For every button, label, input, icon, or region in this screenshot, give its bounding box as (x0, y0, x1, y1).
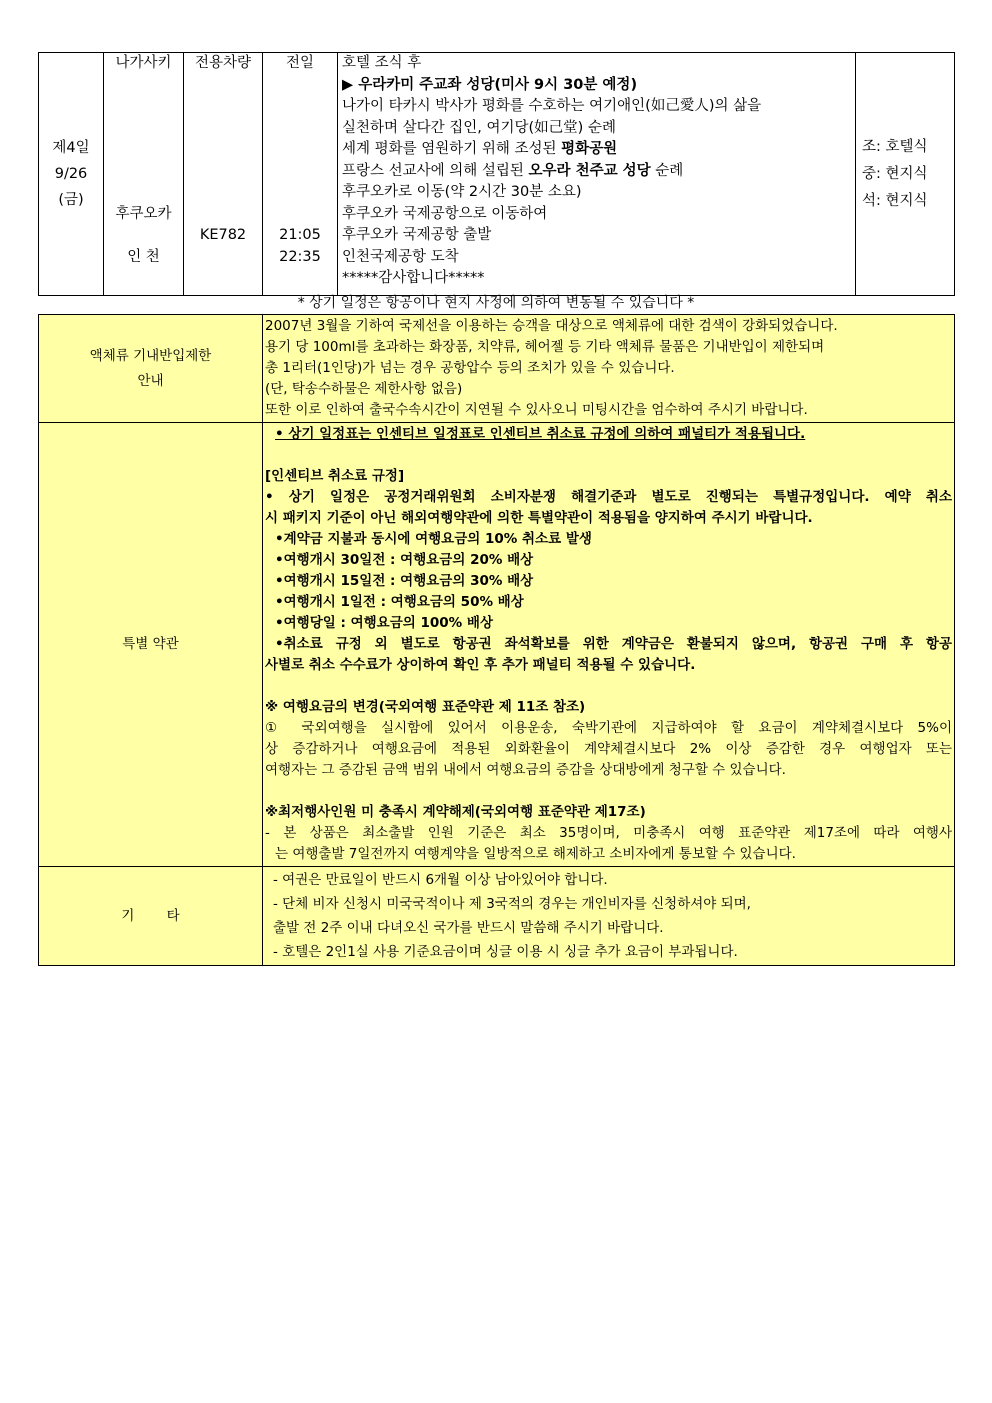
cancel-item: •여행개시 1일전 : 여행요금의 50% 배상 (275, 594, 524, 610)
time-departure: 21:05 (279, 227, 321, 243)
schedule-table (38, 52, 955, 296)
meal-dinner: 석: 현지식 (862, 192, 928, 209)
liquid-line: 용기 당 100ml를 초과하는 화장품, 치약류, 헤어젤 등 기타 액체류 물품은 기내반입이 제한되며 (265, 339, 825, 355)
misc-line: - 여권은 만료일이 반드시 6개월 이상 남아있어야 합니다. (273, 872, 608, 888)
day-weekday: (금) (58, 192, 84, 208)
cancel-item: •여행개시 30일전 : 여행요금의 20% 배상 (275, 552, 534, 568)
liquid-body (263, 315, 955, 423)
liquid-line: 2007년 3월을 기하여 국제선을 이용하는 승객을 대상으로 액체류에 대한 검색이 강화되었습니다. (265, 318, 838, 334)
itinerary-line: *****감사합니다***** (342, 270, 485, 286)
liquid-line: 총 1리터(1인당)가 넘는 경우 공항압수 등의 조치가 있을 수 있습니다. (265, 360, 675, 376)
itinerary-detail-cell (338, 53, 856, 296)
cancel-item: •계약금 지불과 동시에 여행요금의 10% 취소료 발생 (275, 531, 592, 547)
time-cell (263, 53, 338, 296)
special-terms-body (263, 423, 955, 867)
liquid-line: 또한 이로 인하여 출국수속시간이 지연될 수 있사오니 미팅시간을 엄수하여 주시기 바랍니다. (265, 402, 808, 418)
itinerary-line: 세계 평화를 염원하기 위해 조성된 평화공원 (342, 141, 618, 157)
transport-flight: KE782 (199, 227, 247, 243)
cancel-item: •여행개시 15일전 : 여행요금의 30% 배상 (275, 573, 534, 589)
itinerary-line: 호텔 조식 후 (342, 55, 422, 71)
place-cell (104, 53, 184, 296)
itinerary-line: 실천하며 살다간 집인, 여기당(如己堂) 순례 (342, 119, 616, 136)
day-cell (39, 53, 104, 296)
itinerary-line: 후쿠오카 국제공항 출발 (342, 227, 492, 243)
min-participants-text: 는 여행출발 7일전까지 여행계약을 일방적으로 해제하고 소비자에게 통보할 수 있습니다. (275, 846, 796, 862)
time-allday: 전일 (285, 55, 314, 71)
fare-change-title: ※ 여행요금의 변경(국외여행 표준약관 제 11조 참조) (265, 699, 586, 715)
itinerary-line: 나가이 타카시 박사가 평화를 수호하는 여기애인(如己愛人)의 삶을 (342, 98, 762, 114)
cancel-extra: 사별로 취소 수수료가 상이하여 확인 후 추가 패널티 적용될 수 있습니다. (265, 657, 696, 673)
min-participants-text: - 본 상품은 최소출발 인원 기준은 최소 35명이며, 미충족시 여행 표준약관 제17조에 따라 여행사 (265, 825, 952, 841)
cancel-intro: • 상기 일정은 공정거래위원회 소비자분쟁 해결기준과 별도로 진행되는 특별규정입니다. 예약 취소 (265, 489, 952, 505)
cancel-title: [인센티브 취소료 규정] (265, 468, 405, 484)
cancel-intro: 시 패키지 기준이 아닌 해외여행약관에 의한 특별약관이 적용됨을 양지하여 주시기 바랍니다. (265, 510, 813, 526)
place-incheon: 인 천 (127, 248, 160, 265)
special-terms-row (39, 423, 955, 867)
fare-change-text: ① 국외여행을 실시함에 있어서 이용운송, 숙박기관에 지급하여야 할 요금이 계약체결시보다 5%이 (265, 720, 952, 736)
liquid-row (39, 315, 955, 423)
liquid-line: (단, 탁송수하물은 제한사항 없음) (265, 381, 463, 397)
day-date: 9/26 (54, 166, 88, 182)
itinerary-line: 후쿠오카 국제공항으로 이동하여 (342, 205, 548, 222)
place-fukuoka: 후쿠오카 (115, 205, 172, 222)
place-nagasaki: 나가사키 (115, 55, 172, 71)
meal-lunch: 중: 현지식 (862, 165, 928, 182)
terms-table (38, 314, 955, 966)
misc-line: 출발 전 2주 이내 다녀오신 국가를 반드시 말씀해 주시기 바랍니다. (273, 920, 664, 936)
incentive-headline: • 상기 일정표는 인센티브 일정표로 인센티브 취소료 규정에 의하여 패널티가 적용됩니다. (275, 426, 806, 442)
cancel-extra: •취소료 규정 외 별도로 항공권 좌석확보를 위한 계약금은 환불되지 않으며, 항공권 구매 후 항공 (275, 636, 952, 652)
transport-bus: 전용차량 (194, 55, 252, 71)
itinerary-line: 인천국제공항 도착 (342, 248, 459, 265)
schedule-change-notice: * 상기 일정은 항공이나 현지 사정에 의하여 변동될 수 있습니다 * (297, 295, 695, 311)
special-terms-label: 특별 약관 (39, 423, 263, 867)
time-arrival: 22:35 (279, 248, 321, 265)
misc-label: 기 타 (39, 867, 263, 966)
misc-line: - 단체 비자 신청시 미국국적이나 제 3국적의 경우는 개인비자를 신청하셔야 되며, (273, 896, 751, 912)
transport-cell (184, 53, 263, 296)
meals-cell (856, 53, 955, 296)
liquid-label: 액체류 기내반입제한 안내 (39, 315, 263, 423)
fare-change-text: 여행자는 그 증감된 금액 범위 내에서 여행요금의 증감을 상대방에게 청구할 수 있습니다. (265, 762, 786, 778)
misc-row (39, 867, 955, 966)
itinerary-line: ▶ 우라카미 주교좌 성당(미사 9시 30분 예정) (342, 76, 638, 93)
cancel-item: •여행당일 : 여행요금의 100% 배상 (275, 615, 493, 631)
fare-change-text: 상 증감하거나 여행요금에 적용된 외화환율이 계약체결시보다 2% 이상 증감한 경우 여행업자 또는 (265, 741, 952, 757)
meal-breakfast: 조: 호텔식 (862, 138, 928, 155)
day-label: 제4일 (52, 140, 90, 156)
itinerary-line: 후쿠오카로 이동(약 2시간 30분 소요) (342, 184, 582, 200)
itinerary-line: 프랑스 선교사에 의해 설립된 오우라 천주교 성당 순례 (342, 162, 684, 179)
misc-body (263, 867, 955, 966)
min-participants-title: ※최저행사인원 미 충족시 계약해제(국외여행 표준약관 제17조) (265, 804, 646, 820)
misc-line: - 호텔은 2인1실 사용 기준요금이며 싱글 이용 시 싱글 추가 요금이 부과됩니다. (273, 944, 738, 960)
